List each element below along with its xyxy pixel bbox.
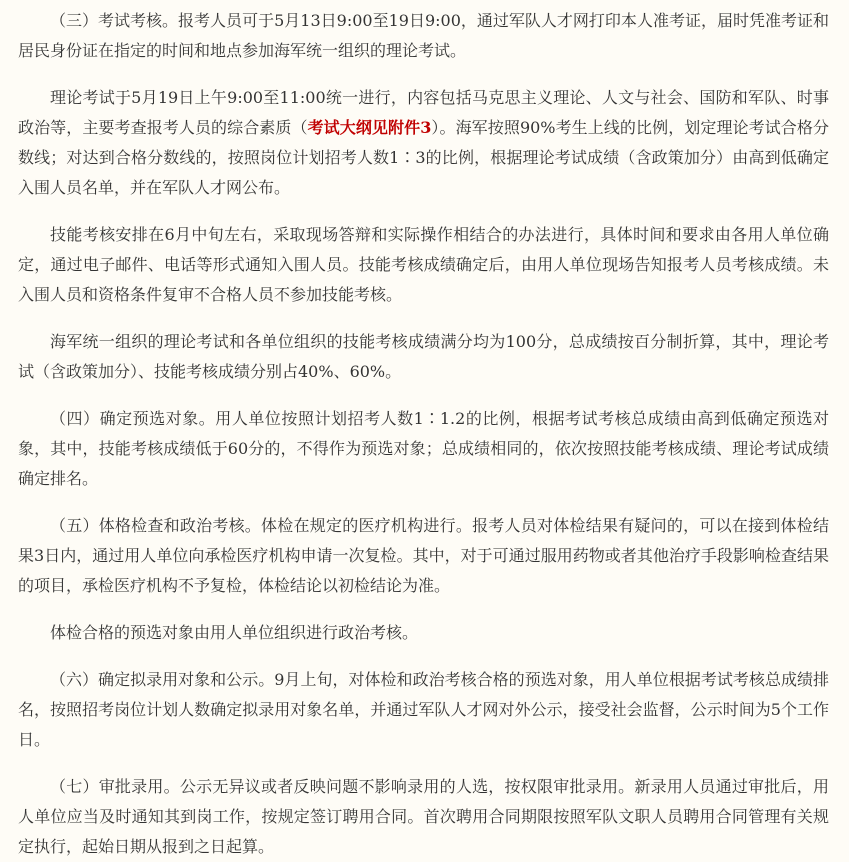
paragraph-text: （五）体格检查和政治考核。体检在规定的医疗机构进行。报考人员对体检结果有疑问的，可以在接到体检结果3日内，通过用人单位向承检医疗机构申请一次复检。其中，对于可通过服用药物或者其他治疗手段影响检查结果的项目，承检医疗机构不予复检，体检结论以初检结论为准。 <box>18 516 829 595</box>
paragraph-political-review <box>18 618 829 648</box>
paragraph-physical-exam <box>18 511 829 601</box>
paragraph-text: ）。海军按照90%考生上线的比例，划定理论考试合格分数线；对达到合格分数线的，按照岗位计划招考人数1∶3的比例，根据理论考试成绩（含政策加分）由高到低确定入围人员名单，并在军队人才网公布。 <box>18 118 829 197</box>
paragraph-text: 技能考核安排在6月中旬左右，采取现场答辩和实际操作相结合的办法进行，具体时间和要求由各用人单位确定，通过电子邮件、电话等形式通知入围人员。技能考核成绩确定后，由用人单位现场告知报考人员考核成绩。未入围人员和资格条件复审不合格人员不参加技能考核。 <box>18 225 829 304</box>
paragraph-theory-exam <box>18 83 829 203</box>
paragraph-text: 理论考试于5月19日上午9:00至11:00统一进行，内容包括马克思主义理论、人文与社会、国防和军队、时事政治等，主要考查报考人员的综合素质（ <box>18 88 829 137</box>
paragraph-skill-assessment <box>18 220 829 310</box>
exam-syllabus-reference: 考试大纲见附件3 <box>307 118 432 137</box>
paragraph-text: （六）确定拟录用对象和公示。9月上旬，对体检和政治考核合格的预选对象，用人单位根据考试考核总成绩排名，按照招考岗位计划人数确定拟录用对象名单，并通过军队人才网对外公示，接受社会监督，公示时间为5个工作日。 <box>18 670 829 749</box>
paragraph-publicity <box>18 665 829 755</box>
paragraph-text: （三）考试考核。报考人员可于5月13日9:00至19日9:00，通过军队人才网打印本人准考证，届时凭准考证和居民身份证在指定的时间和地点参加海军统一组织的理论考试。 <box>18 11 829 60</box>
paragraph-exam-assessment <box>18 6 829 66</box>
paragraph-text: （四）确定预选对象。用人单位按照计划招考人数1∶1.2的比例，根据考试考核总成绩由高到低确定预选对象，其中，技能考核成绩低于60分的，不得作为预选对象；总成绩相同的，依次按照技能考核成绩、理论考试成绩确定排名。 <box>18 409 829 488</box>
paragraph-approval <box>18 772 829 862</box>
paragraph-preselection <box>18 404 829 494</box>
paragraph-text: 海军统一组织的理论考试和各单位组织的技能考核成绩满分均为100分，总成绩按百分制折算，其中，理论考试（含政策加分）、技能考核成绩分别占40%、60%。 <box>18 332 829 381</box>
paragraph-total-score <box>18 327 829 387</box>
paragraph-text: （七）审批录用。公示无异议或者反映问题不影响录用的人选，按权限审批录用。新录用人员通过审批后，用人单位应当及时通知其到岗工作，按规定签订聘用合同。首次聘用合同期限按照军队文职人员聘用合同管理有关规定执行，起始日期从报到之日起算。 <box>18 777 829 856</box>
paragraph-text: 体检合格的预选对象由用人单位组织进行政治考核。 <box>50 623 419 642</box>
